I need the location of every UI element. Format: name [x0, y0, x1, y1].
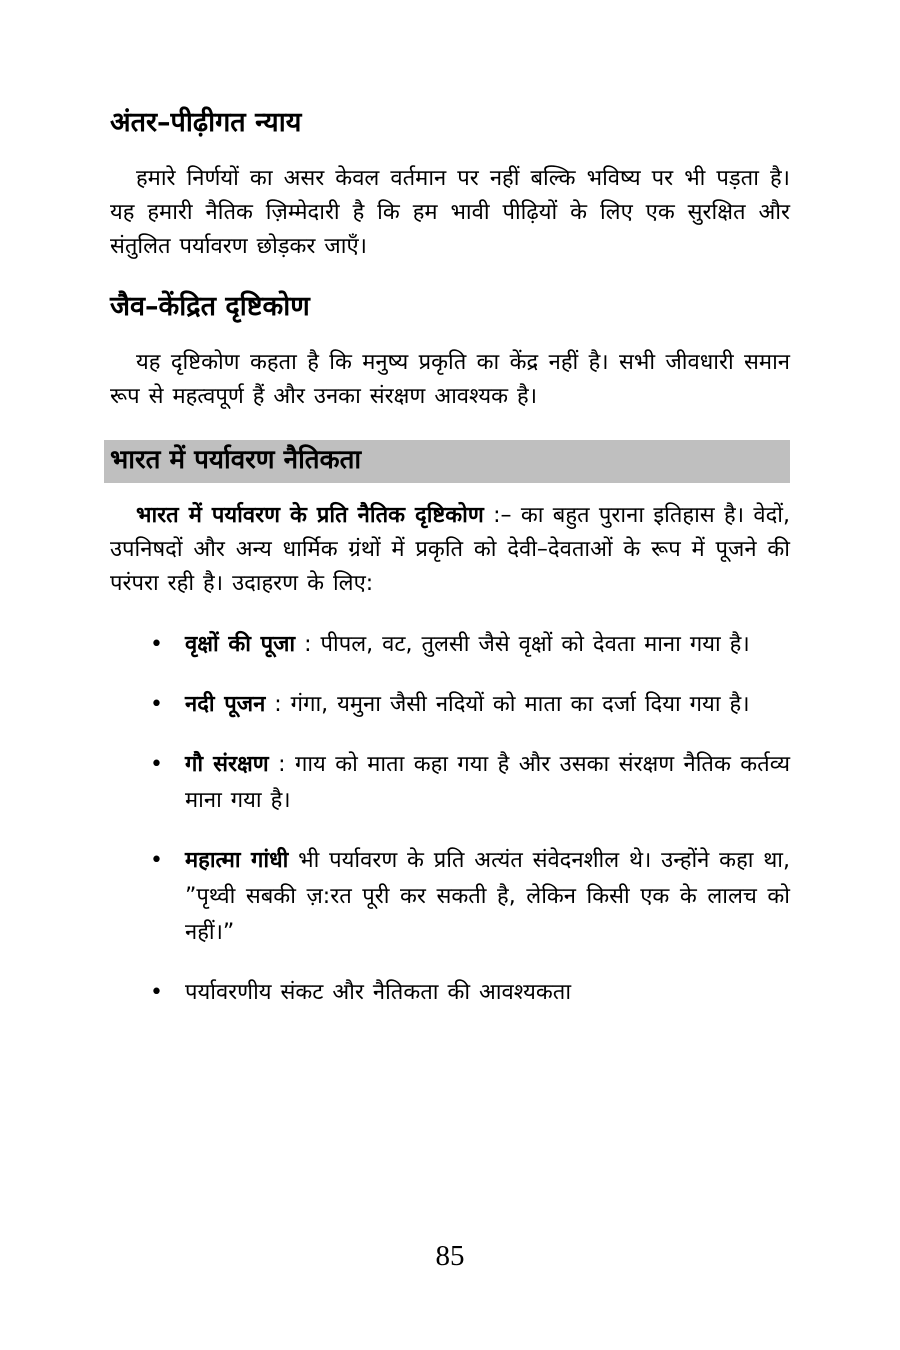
list-item-environmental-crisis — [110, 975, 790, 1011]
list-item-rest: : गाय को माता कहा गया है और उसका संरक्षण नैतिक कर्तव्य माना गया है। — [185, 752, 790, 813]
list-item-river-worship — [110, 687, 790, 723]
list-item-rest: भी पर्यावरण के प्रति अत्यंत संवेदनशील थे। उन्होंने कहा था, ”पृथ्वी सबकी ज़:रत पूरी कर सकती है, लेकिन किसी एक के लालच को नहीं।” — [185, 848, 790, 945]
list-item-rest: पर्यावरणीय संकट और नैतिकता की आवश्यकता — [185, 980, 572, 1005]
list-item-text — [185, 687, 790, 723]
list-item-text — [185, 975, 790, 1011]
list-item-bold-lead: वृक्षों की पूजा — [185, 632, 296, 657]
intro-rest-text: :– का बहुत पुराना इतिहास है। वेदों, उपनिषदों और अन्य धार्मिक ग्रंथों में प्रकृति को देवी–देवताओं के रूप में पूजने की परंपरा रही है। उदाहरण के लिए: — [110, 503, 790, 596]
list-item-tree-worship — [110, 627, 790, 663]
list-item-text — [185, 627, 790, 663]
highlighted-section-heading-india-environment-ethics: भारत में पर्यावरण नैतिकता — [104, 440, 790, 483]
list-item-bold-lead: गौ संरक्षण — [185, 752, 269, 777]
list-item-text — [185, 843, 790, 951]
bullet-icon: • — [150, 692, 163, 717]
paragraph-intergenerational-justice: हमारे निर्णयों का असर केवल वर्तमान पर नहीं बल्कि भविष्य पर भी पड़ता है। यह हमारी नैतिक ज़िम्मेदारी है कि हम भावी पीढ़ियों के लिए एक सुरक्षित और संतुलित पर्यावरण छोड़कर जाएँ। — [110, 166, 790, 259]
list-item-rest: : गंगा, यमुना जैसी नदियों को माता का दर्जा दिया गया है। — [265, 692, 750, 717]
bullet-list — [110, 627, 790, 1011]
bullet-icon: • — [150, 632, 163, 657]
page-number: 85 — [435, 1240, 465, 1272]
bullet-icon: • — [150, 752, 163, 777]
list-item-mahatma-gandhi — [110, 843, 790, 951]
list-item-bold-lead: महात्मा गांधी — [185, 848, 289, 873]
intro-bold-lead: भारत में पर्यावरण के प्रति नैतिक दृष्टिकोण — [136, 503, 484, 528]
list-item-rest: : पीपल, वट, तुलसी जैसे वृक्षों को देवता माना गया है। — [295, 632, 750, 657]
paragraph-biocentric-view: यह दृष्टिकोण कहता है कि मनुष्य प्रकृति का केंद्र नहीं है। सभी जीवधारी समान रूप से महत्वपूर्ण हैं और उनका संरक्षण आवश्यक है। — [110, 350, 790, 409]
bullet-icon: • — [150, 980, 163, 1005]
section-heading-biocentric-view: जैव–केंद्रित दृष्टिकोण — [110, 291, 310, 322]
list-item-bold-lead: नदी पूजन — [185, 692, 266, 717]
list-item-cow-protection — [110, 747, 790, 819]
page-content — [110, 106, 790, 1035]
section-heading-intergenerational-justice: अंतर–पीढ़ीगत न्याय — [110, 107, 302, 138]
paragraph-india-ethics-intro — [110, 499, 790, 601]
list-item-text — [185, 747, 790, 819]
bullet-icon: • — [150, 848, 163, 873]
